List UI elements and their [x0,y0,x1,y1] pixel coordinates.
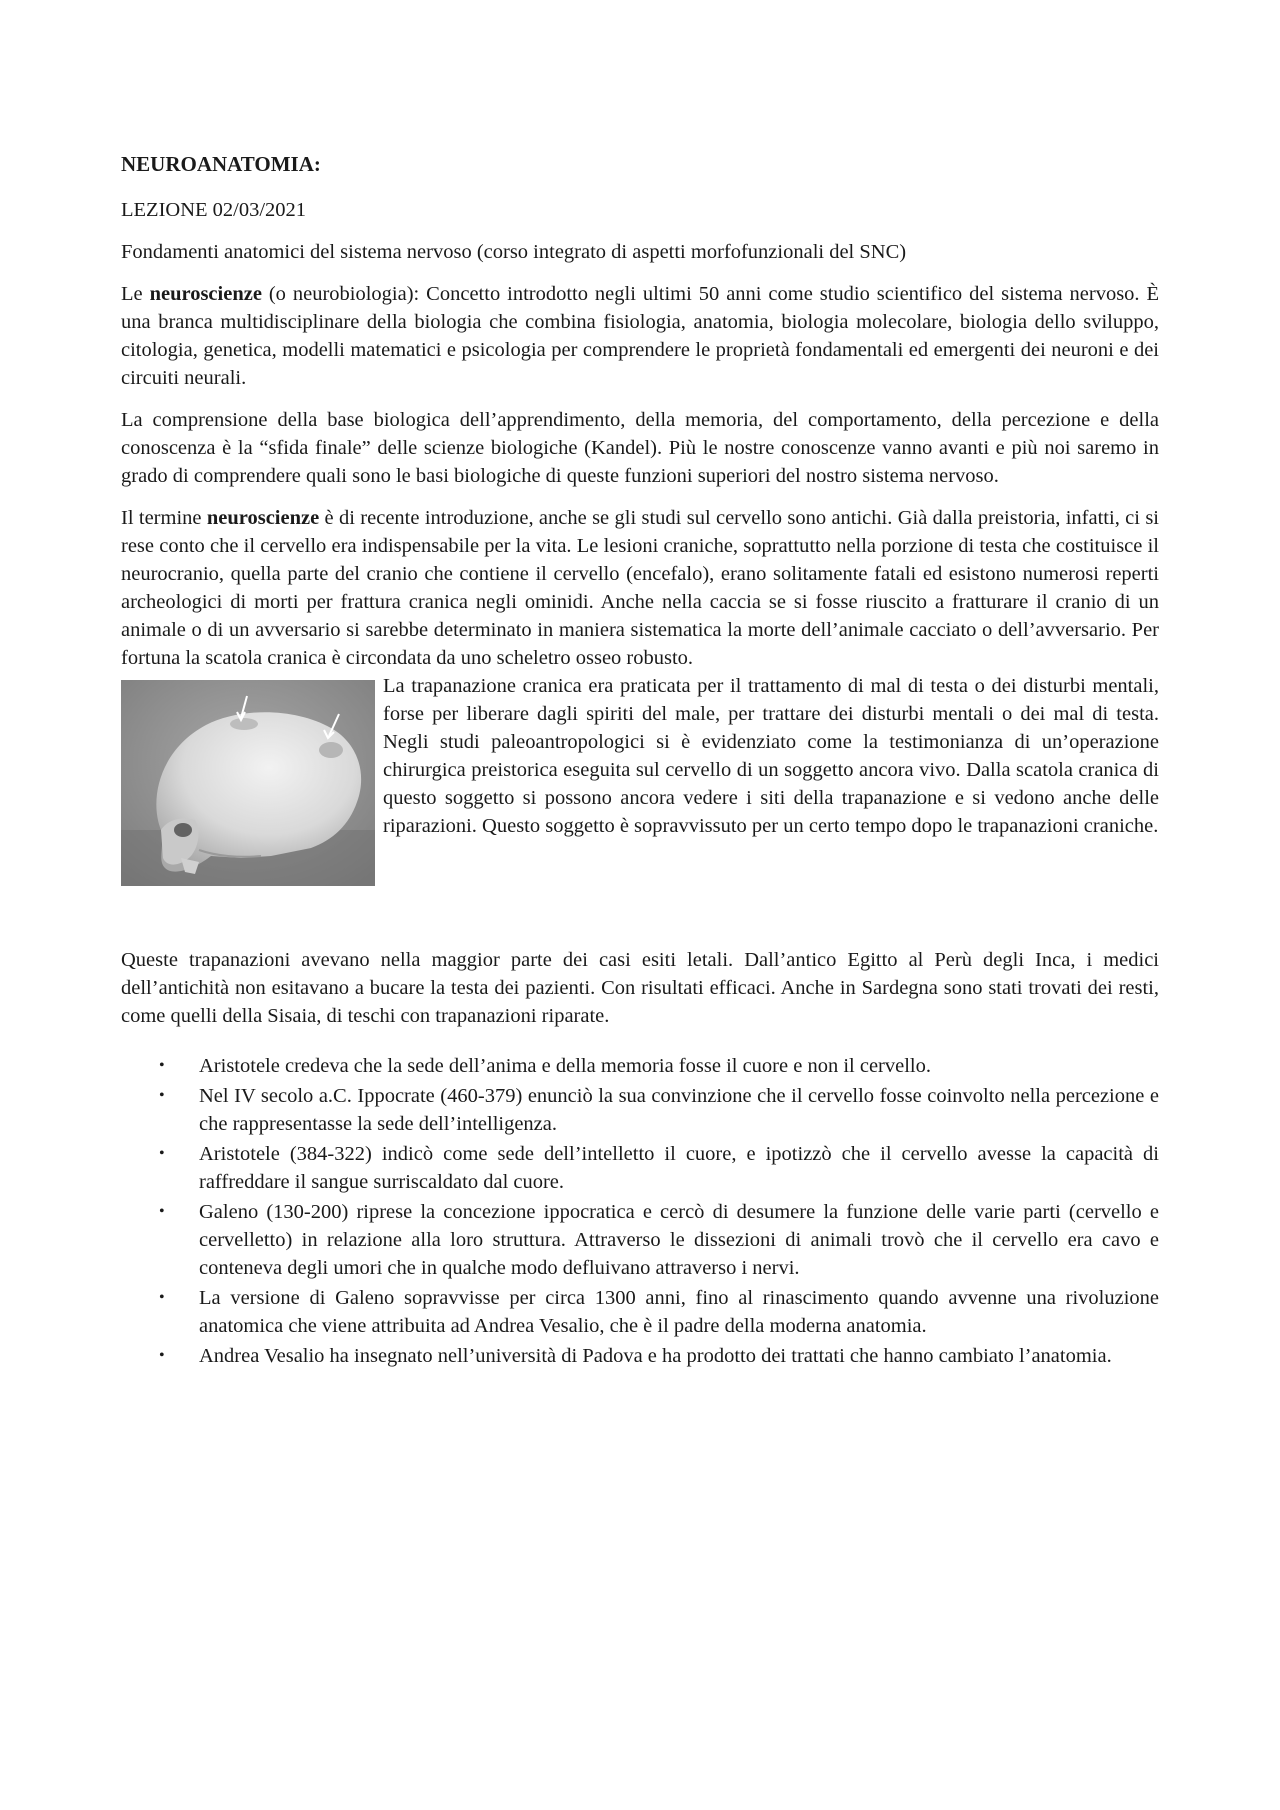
list-item [121,1198,1159,1282]
history-bullet-list [121,1052,1159,1370]
document-content [121,150,1159,1372]
paragraph-text: (o neurobiologia): Concetto introdotto negli ultimi 50 anni come studio scientifico del sistema nervoso. È una branca multidisciplinare della biologia che combina fisiologia, anatomia, biologia molecolare, biologia dello sviluppo, citologia, genetica, modelli matematici e psicologia per comprendere le proprietà fondamentali ed emergenti dei neuroni e dei circuiti neurali. [121,283,1159,389]
bullet-icon: • [159,1289,165,1306]
course-line: Fondamenti anatomici del sistema nervoso (corso integrato di aspetti morfofunzionali del SNC) [121,241,907,263]
term-neuroscienze: neuroscienze [149,283,262,305]
list-item-text: Galeno (130-200) riprese la concezione ippocratica e cercò di desumere la funzione delle varie parti (cervello e cervelletto) in relazione alla loro struttura. Attraverso le dissezioni di animali trovò che il cervello era cavo e conteneva degli umori che in qualche modo defluivano attraverso i nervi. [199,1201,1159,1279]
bullet-icon: • [159,1145,165,1162]
paragraph-trepanation-outcomes: Queste trapanazioni avevano nella maggior parte dei casi esiti letali. Dall’antico Egitto al Perù degli Inca, i medici dell’antichità non esitavano a bucare la testa dei pazienti. Con risultati efficaci. Anche in Sardegna sono stati trovati dei resti, come quelli della Sisaia, di teschi con trapanazioni riparate. [121,949,1159,1027]
paragraph-neuroscienze-definition [121,280,1159,392]
bullet-icon: • [159,1057,165,1074]
list-item-text: Nel IV secolo a.C. Ippocrate (460-379) enunciò la sua convinzione che il cervello fosse coinvolto nella percezione e che rappresentasse la sede dell’intelligenza. [199,1085,1159,1135]
trepanned-skull-image [121,680,375,886]
list-item [121,1082,1159,1138]
term-neuroscienze: neuroscienze [206,507,320,529]
list-item [121,1052,1159,1080]
list-item [121,1284,1159,1340]
paragraph-text: è di recente introduzione, anche se gli studi sul cervello sono antichi. Già dalla preistoria, infatti, ci si rese conto che il cervello era indispensabile per la vita. Le lesioni craniche, soprattutto nella porzione di testa che costituisce il neurocranio, quella parte del cranio che contiene il cervello (encefalo), erano solitamente fatali ed esistono numerosi reperti archeologici di morti per frattura cranica negli ominidi. Anche nella caccia se si fosse riuscito a fratturare il cranio di un animale o di un avversario si sarebbe determinato in maniera sistematica la morte dell’animale cacciato o dell’avversario. Per fortuna la scatola cranica è circondata da uno scheletro osseo robusto. [121,507,1159,669]
bullet-icon: • [159,1087,165,1104]
list-item [121,1342,1159,1370]
list-item [121,1140,1159,1196]
figure-block [121,675,1159,890]
figure-caption-text: La trapanazione cranica era praticata per il trattamento di mal di testa o dei disturbi mentali, forse per liberare dagli spiriti del male, per trattare dei disturbi mentali o dei mal di testa. Negli studi paleoantropologici si è evidenziato come la testimonianza di un’operazione chirurgica preistorica eseguita sul cervello di un soggetto ancora vivo. Dalla scatola cranica di questo soggetto si possono ancora vedere i siti della trapanazione e si vedono anche delle riparazioni. Questo soggetto è sopravvissuto per un certo tempo dopo le trapanazioni craniche. [383,675,1159,837]
list-item-text: La versione di Galeno sopravvisse per circa 1300 anni, fino al rinascimento quando avvenne una rivoluzione anatomica che viene attribuita ad Andrea Vesalio, che è il padre della moderna anatomia. [199,1287,1159,1337]
paragraph-kandel: La comprensione della base biologica dell’apprendimento, della memoria, del comportamento, della percezione e della conoscenza è la “sfida finale” delle scienze biologiche (Kandel). Più le nostre conoscenze vanno avanti e più noi saremo in grado di comprendere quali sono le basi biologiche di queste funzioni superiori del nostro sistema nervoso. [121,409,1159,487]
paragraph-text: Il termine [121,507,207,529]
list-item-text: Andrea Vesalio ha insegnato nell’università di Padova e ha prodotto dei trattati che hanno cambiato l’anatomia. [199,1345,1112,1367]
list-item-text: Aristotele (384-322) indicò come sede dell’intelletto il cuore, e ipotizzò che il cervello avesse la capacità di raffreddare il sangue surriscaldato dal cuore. [199,1143,1159,1193]
paragraph-history [121,504,1159,672]
lesson-date: LEZIONE 02/03/2021 [121,199,307,221]
list-item-text: Aristotele credeva che la sede dell’anima e della memoria fosse il cuore e non il cervello. [199,1055,931,1077]
bullet-icon: • [159,1203,165,1220]
document-title: NEUROANATOMIA: [121,152,321,176]
paragraph-text: Le [121,283,150,305]
bullet-icon: • [159,1347,165,1364]
